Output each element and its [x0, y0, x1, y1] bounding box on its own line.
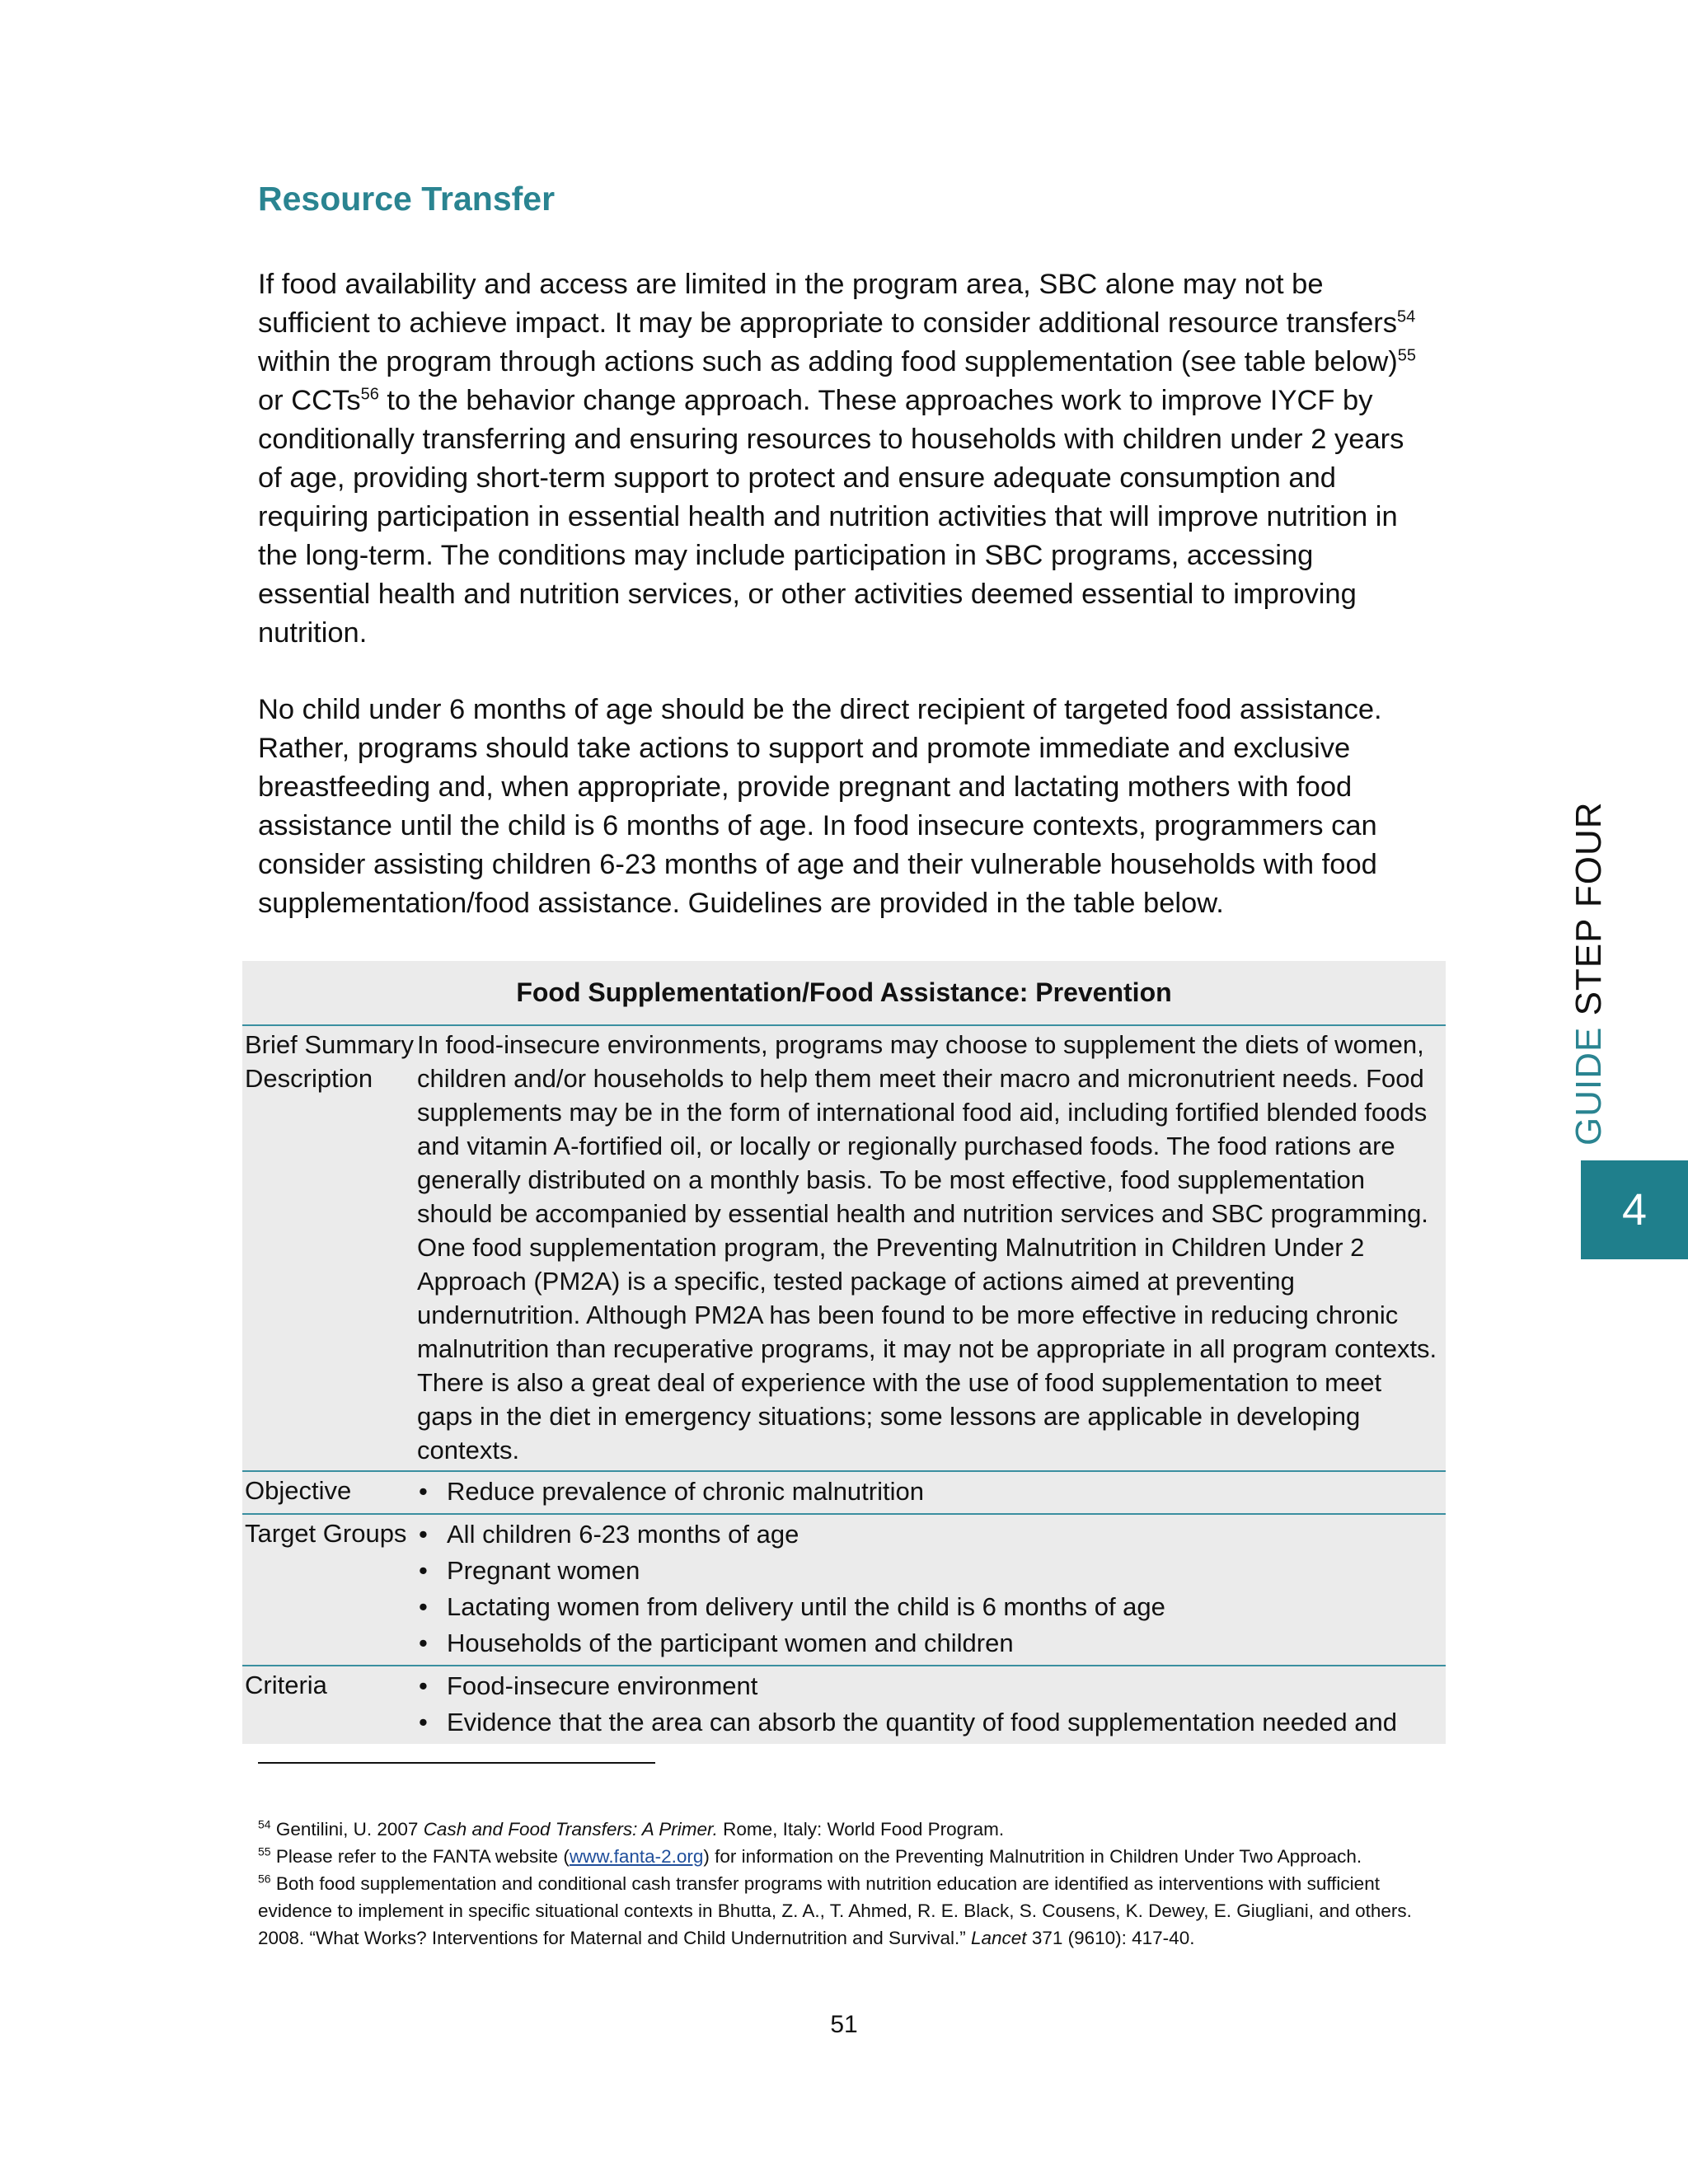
page-number: 51 [830, 2011, 858, 2038]
table-row-criteria [242, 1666, 1446, 1744]
footnotes [258, 1816, 1437, 1952]
footnote-divider [258, 1762, 655, 1764]
table-row-objective [242, 1471, 1446, 1514]
list-item: • Lactating women from delivery until the child is 6 months of age [417, 1589, 1441, 1625]
list-item: • All children 6-23 months of age [417, 1516, 1441, 1553]
fanta-website-link[interactable]: www.fanta-2.org [569, 1846, 704, 1867]
section-heading: Resource Transfer [258, 180, 556, 218]
table-title: Food Supplementation/Food Assistance: Prevention [242, 961, 1446, 1025]
side-tab-label [1568, 801, 1610, 1146]
food-supplementation-table [242, 961, 1446, 1744]
list-item: • Households of the participant women and children [417, 1625, 1441, 1661]
step-number-tab: 4 [1581, 1160, 1688, 1259]
objective-list [417, 1474, 1441, 1510]
footnote-ref-55[interactable]: 55 [1397, 346, 1417, 365]
summary-label: Brief Summary Description [242, 1025, 417, 1471]
list-item: • Evidence that the area can absorb the quantity of food supplementation needed and [417, 1704, 1441, 1741]
list-item: • Food-insecure environment [417, 1668, 1441, 1704]
summary-text: In food-insecure environments, programs may choose to supplement the diets of women, children and/or households to help them meet their macro and micronutrient needs. Food supplements may be in the form of international food aid, including fortified blended foods and vitamin A-fortified oil, or locally or regionally purchased foods. The food rations are generally distributed on a monthly basis. To be most effective, food supplementation should be accompanied by essential health and nutrition services and SBC programming. One food supplementation program, the Preventing Malnutrition in Children Under 2 Approach (PM2A) is a specific, tested package of actions aimed at preventing undernutrition. Although PM2A has been found to be more effective in reducing chronic malnutrition than recuperative programs, it may not be appropriate in all program contexts. There is also a great deal of experience with the use of food supplementation to meet gaps in the diet in emergency situations; some lessons are applicable in developing contexts. [417, 1025, 1446, 1471]
footnote-ref-56[interactable]: 56 [360, 385, 379, 404]
criteria-list [417, 1668, 1441, 1741]
footnote-56: $^{56}$ Both food supplementation and conditional cash transfer programs with nutrition education are identified as interventions with sufficient evidence to implement in specific situational contexts in Bhutta, Z. A., T. Ahmed, R. E. Black, S. Cousens, K. Dewey, E. Giugliani, and others. 2008. “What Works? Interventions for Maternal and Child Undernutrition and Survival.” Lancet 371 (9610): 417-40. [258, 1872, 1412, 1948]
table-row-target-groups [242, 1514, 1446, 1666]
para1-text-a: If food availability and access are limited in the program area, SBC alone may not be sufficient to achieve impact. It may be appropriate to consider additional resource transfers [258, 269, 1398, 339]
side-tab-guide: GUIDE [1568, 1026, 1609, 1146]
objective-label: Objective [242, 1471, 417, 1514]
paragraph-resource-transfer [258, 265, 1428, 653]
side-tab-step: STEP FOUR [1568, 801, 1609, 1027]
para1-text-b: within the program through actions such as adding food supplementation (see table below) [258, 346, 1398, 377]
list-item: • Reduce prevalence of chronic malnutrition [417, 1474, 1441, 1510]
target-groups-list [417, 1516, 1441, 1661]
footnote-55: $^{55}$ Please refer to the FANTA website (www.fanta-2.org) for information on the Preventing Malnutrition in Children Under Two Approach. [258, 1844, 1362, 1867]
criteria-label: Criteria [245, 1671, 327, 1699]
paragraph-child-under-6: No child under 6 months of age should be the direct recipient of targeted food assistance. Rather, programs should take actions to support and promote immediate and exclusive breastfeeding and, when appropriate, provide pregnant and lactating mothers with food assistance until the child is 6 months of age. In food insecure contexts, programmers can consider assisting children 6-23 months of age and their vulnerable households with food supplementation/food assistance. Guidelines are provided in the table below. [258, 694, 1382, 919]
table-row-summary [242, 1025, 1446, 1471]
footnote-54: $^{54}$ Gentilini, U. 2007 Cash and Food Transfers: A Primer. Rome, Italy: World Food Program. [258, 1817, 1005, 1840]
list-item: • Pregnant women [417, 1553, 1441, 1589]
para1-text-c: or CCTs [258, 385, 361, 416]
footnote-ref-54[interactable]: 54 [1397, 307, 1416, 326]
target-groups-label: Target Groups [242, 1514, 417, 1666]
para1-text-d: to the behavior change approach. These approaches work to improve IYCF by conditionally transferring and ensuring resources to households with children under 2 years of age, providing short-term support to protect and ensure adequate consumption and requiring participation in essential health and nutrition activities that will improve nutrition in the long-term. The conditions may include participation in SBC programs, accessing essential health and nutrition services, or other activities deemed essential to improving nutrition. [258, 385, 1404, 649]
